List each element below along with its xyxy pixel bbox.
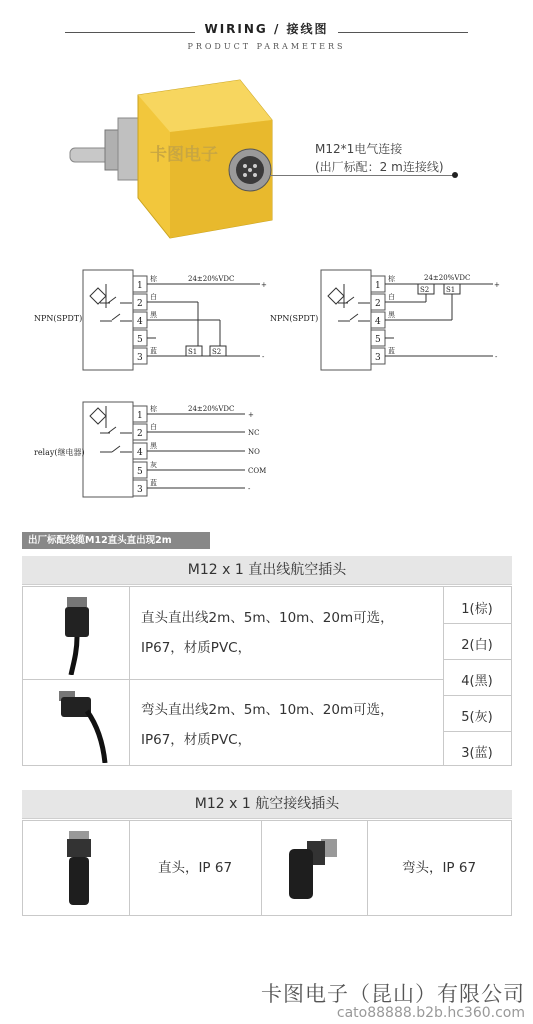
pin-2-white: 2(白) [461,638,493,653]
straight-cable-image [53,593,103,675]
relay-label: relay(继电器) [34,448,85,457]
angled-cable-image [53,685,113,763]
company-url: cato88888.b2b.hc360.com [336,1005,525,1021]
sensor-product-image [60,70,290,240]
svg-text:S2: S2 [212,348,222,356]
section-title: WIRING / 接线图 [0,20,533,37]
svg-text:+: + [261,281,267,289]
svg-text:蓝: 蓝 [388,347,395,355]
watermark-text: 卡图电子 [150,145,218,165]
svg-text:棕: 棕 [150,275,157,283]
npn-left-label: NPN(SPDT) [34,314,83,323]
pin-1-brown: 1(棕) [461,602,493,617]
svg-text:3: 3 [137,353,143,363]
svg-text:24±20%VDC: 24±20%VDC [188,275,235,283]
straight-cable-desc-line2: IP67，材质PVC， [141,640,252,656]
svg-text:24±20%VDC: 24±20%VDC [424,274,471,282]
pin-4-black: 4(黑) [461,674,493,689]
pin-boxes [133,276,147,364]
callout-dot [452,172,458,178]
cable-table-title: M12 x 1 直出线航空插头 [22,556,512,585]
svg-text:4: 4 [137,317,143,327]
svg-text:-: - [495,353,498,361]
section-subtitle: PRODUCT PARAMETERS [187,42,346,51]
callout-connection: M12*1电气连接 [315,142,403,156]
svg-text:黑: 黑 [150,442,157,450]
svg-text:1: 1 [137,411,143,421]
svg-text:黑: 黑 [150,311,157,319]
angled-connector-image [283,831,349,907]
svg-text:1: 1 [137,281,143,291]
svg-text:S1: S1 [446,286,456,294]
svg-text:COM: COM [248,467,267,475]
connector-table [22,820,512,916]
callout-leader-line [270,175,456,176]
angled-connector-desc: 弯头，IP 67 [401,860,477,876]
callout-default-cable: (出厂标配：2 m连接线) [315,160,444,174]
svg-text:蓝: 蓝 [150,479,157,487]
svg-text:2: 2 [137,299,143,309]
straight-connector-image [59,829,99,909]
cable-table [22,586,512,766]
svg-text:2: 2 [137,429,143,439]
connector-table-title: M12 x 1 航空接线插头 [22,790,512,819]
svg-text:24±20%VDC: 24±20%VDC [188,405,235,413]
cable-row-divider [23,679,443,680]
svg-text:5: 5 [137,335,143,345]
npn-wiring-diagram-left [80,268,280,373]
relay-wiring-diagram [80,400,280,500]
angled-cable-desc-line2: IP67，材质PVC， [141,732,252,748]
svg-text:S2: S2 [420,286,430,294]
svg-text:蓝: 蓝 [150,347,157,355]
svg-text:白: 白 [150,423,157,431]
svg-text:+: + [494,281,500,289]
svg-text:NO: NO [248,448,260,456]
angled-cable-desc-line1: 弯头直出线2m、5m、10m、20m可选， [141,702,394,718]
svg-text:白: 白 [388,293,395,301]
pin-5-gray: 5(灰) [461,710,493,725]
svg-text:4: 4 [137,448,143,458]
svg-text:-: - [248,485,251,493]
svg-text:S1: S1 [188,348,198,356]
svg-text:1: 1 [375,281,381,291]
company-name: 卡图电子（昆山）有限公司 [261,982,525,1006]
svg-text:棕: 棕 [150,405,157,413]
straight-cable-desc [141,603,394,663]
svg-text:2: 2 [375,299,381,309]
npn-right-label: NPN(SPDT) [270,314,319,323]
default-cable-banner: 出厂标配线缆M12直头直出现2m [22,532,210,549]
svg-text:3: 3 [375,353,381,363]
straight-cable-desc-line1: 直头直出线2m、5m、10m、20m可选， [141,610,394,626]
svg-text:灰: 灰 [150,461,157,469]
svg-text:4: 4 [375,317,381,327]
svg-text:5: 5 [375,335,381,345]
cable-col-divider-1 [129,587,130,765]
svg-text:棕: 棕 [388,275,395,283]
svg-text:+: + [248,411,254,419]
svg-text:-: - [262,353,265,361]
svg-text:3: 3 [137,485,143,495]
svg-text:黑: 黑 [388,311,395,319]
svg-text:白: 白 [150,293,157,301]
svg-text:NC: NC [248,429,260,437]
angled-cable-desc [141,695,394,755]
pin-3-blue: 3(蓝) [461,746,493,761]
svg-text:5: 5 [137,467,143,477]
straight-connector-desc: 直头，IP 67 [157,860,233,876]
npn-wiring-diagram-right [318,268,518,373]
